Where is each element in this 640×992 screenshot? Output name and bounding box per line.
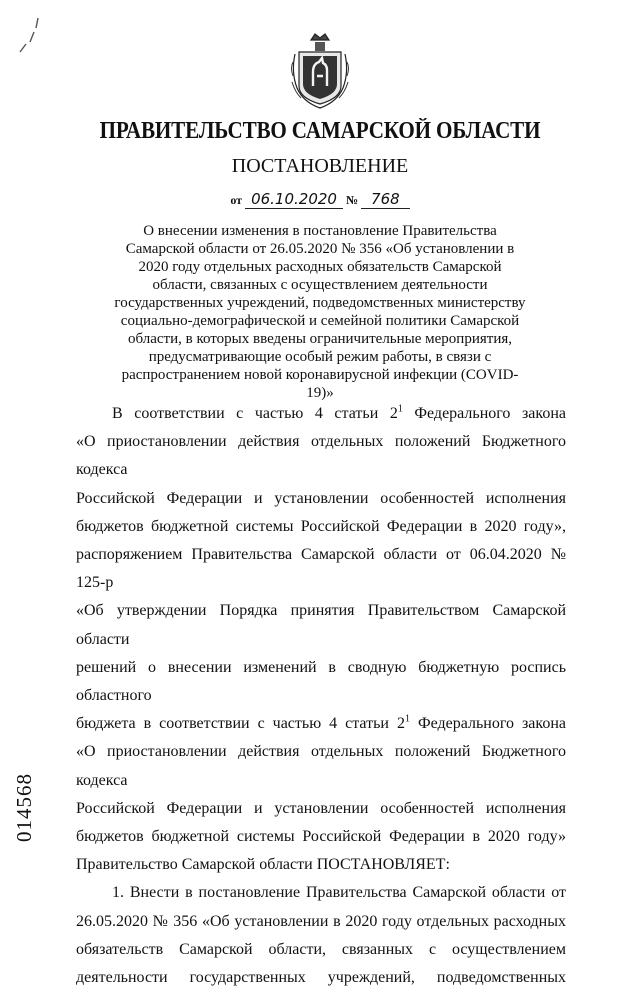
body-line: распоряжением Правительства Самарской области от 06.04.2020 № 125-р [76,546,566,592]
document-type: ПОСТАНОВЛЕНИЕ [231,155,409,177]
body-line: Правительство Самарской области ПОСТАНОВЛЯЕТ: [76,856,450,874]
body-line: бюджетов бюджетной системы Российской Федерации в 2020 году», [76,517,566,535]
body-line: бюджета в соответствии с частью 4 статьи $2^1$ Федерального закона [76,713,567,733]
body-line: 26.05.2020 № 356 «Об установлении в 2020 году отдельных расходных [76,912,566,930]
date-value: 06.10.2020 [245,190,343,209]
body-line: В соответствии с частью 4 статьи $2^1$ Федерального закона [112,403,567,422]
body-line: решений о внесении изменений в сводную бюджетную роспись областного [76,658,566,705]
date-number-line [0,190,640,209]
date-prefix: от [230,193,243,207]
number-value: 768 [361,190,410,209]
scan-mark-icon [14,14,54,54]
samara-coat-of-arms-icon [289,32,351,110]
number-prefix: № [345,193,359,207]
body-line: «О приостановлении действия отдельных положений Бюджетного кодекса [76,433,566,479]
body-line: «Об утверждении Порядка принятия Правительством Самарской области [76,602,566,648]
document-body [76,400,566,992]
body-line: Российской Федерации и установлении особенностей исполнения [76,799,566,817]
government-title: ПРАВИТЕЛЬСТВО САМАРСКОЙ ОБЛАСТИ [99,118,541,144]
serial-number: 014568 [12,773,36,842]
body-line: обязательств Самарской области, связанных с осуществлением [76,940,566,958]
body-line: бюджетов бюджетной системы Российской Федерации в 2020 году» [76,828,566,846]
body-line: 1. Внести в постановление Правительства Самарской области от [112,884,566,902]
body-line: Российской Федерации и установлении особенностей исполнения [76,489,566,507]
body-line: деятельности государственных учреждений, подведомственных [76,969,566,987]
body-line: «О приостановлении действия отдельных положений Бюджетного кодекса [76,743,566,789]
document-subject: О внесении изменения в постановление Правительства Самарской области от 26.05.2020 № 356 «Об установлении в 2020 году отдельных расходных обязательств Самарской области, связанных с осуществлением деятельности государственных учреждений, подведомственных министерству социально-демографической и семейной политики Самарской области, в которых введены ограничительные мероприятия, предусматривающие особый режим работы, в связи с распространением новой коронавирусной инфекции (COVID-19)» [114,223,526,401]
